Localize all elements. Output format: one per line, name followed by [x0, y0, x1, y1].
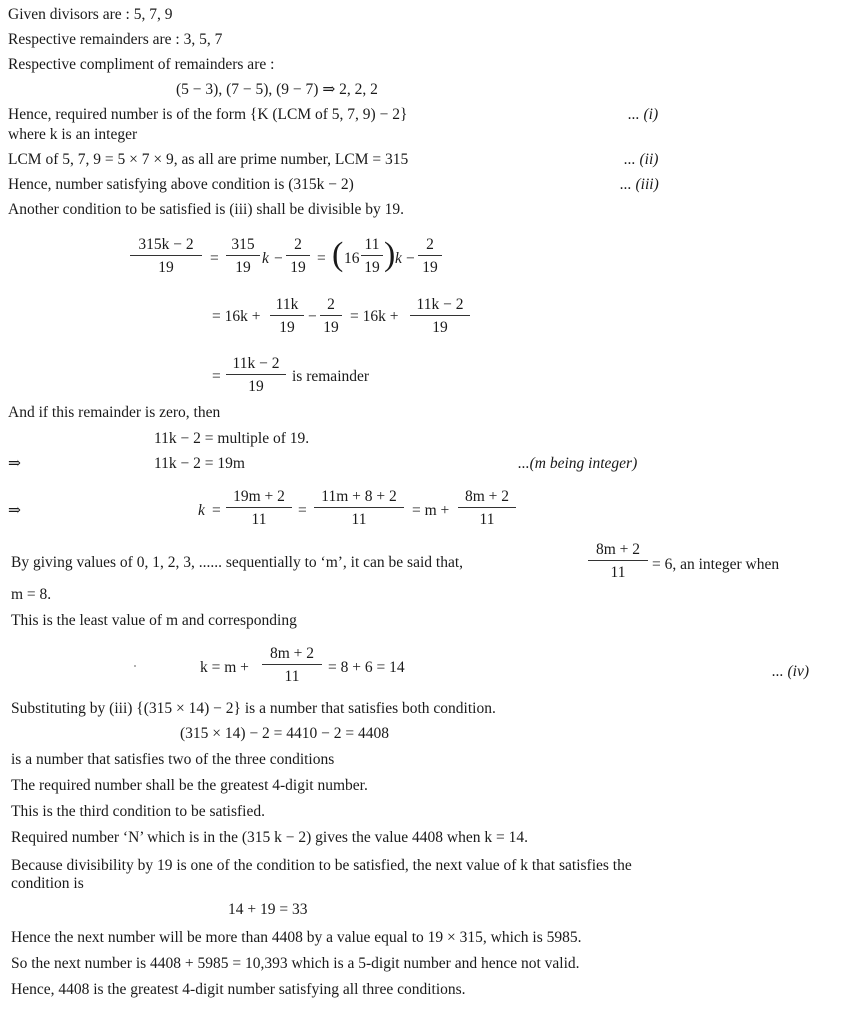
line-two-conditions: is a number that satisfies two of the three conditions: [11, 751, 335, 768]
eq2-frac-1: [270, 296, 304, 336]
line-next-number-5985: Hence the next number will be more than 4408 by a value equal to 19 × 315, which is 5985.: [11, 929, 582, 946]
para-m-eq-8: m = 8.: [11, 586, 52, 603]
eq1-frac-4: [418, 236, 442, 276]
eq4-k: k: [198, 502, 205, 519]
ref-ii: ... (ii): [624, 151, 659, 168]
line-19m: 11k − 2 = 19m: [154, 455, 245, 472]
line-compliments: Respective compliment of remainders are :: [8, 56, 275, 73]
eq5-frac-num: 8m + 2: [262, 645, 322, 665]
line-remainder-zero: And if this remainder is zero, then: [8, 404, 221, 421]
eq3-equals: =: [212, 368, 221, 385]
line-required-N: Required number ‘N’ which is in the (315 k − 2) gives the value 4408 when k = 14.: [11, 829, 528, 846]
line-remainders: Respective remainders are : 3, 5, 7: [8, 31, 223, 48]
eq1-frac-2-num: 315: [226, 236, 260, 256]
line-lcm: LCM of 5, 7, 9 = 5 × 7 × 9, as all are prime number, LCM = 315: [8, 151, 409, 168]
line-number-form: Hence, number satisfying above condition is (315k − 2): [8, 176, 354, 193]
eq4-equals-3: = m +: [412, 502, 450, 519]
ref-m-integer: ...(m being integer): [518, 455, 638, 472]
eq2-mid: = 16k +: [350, 308, 399, 325]
eq1-mixed-den: 19: [364, 259, 380, 276]
line-5-digit-invalid: So the next number is 4408 + 5985 = 10,393 which is a 5-digit number and hence not valid.: [11, 955, 580, 972]
implies-arrow-2: ⇒: [8, 502, 21, 519]
line-least-value: This is the least value of m and corresponding: [11, 612, 297, 629]
eq1-frac-2: [226, 236, 260, 276]
eq3-frac-den: 19: [248, 378, 264, 395]
eq2-frac-1-den: 19: [279, 319, 295, 336]
line-substituting: Substituting by (iii) {(315 × 14) − 2} is a number that satisfies both condition.: [11, 700, 496, 717]
eq2-frac-3: [410, 296, 470, 336]
para-giving-values: By giving values of 0, 1, 2, 3, ...... sequentially to ‘m’, it can be said that,: [11, 554, 464, 571]
implies-arrow-1: ⇒: [8, 455, 21, 472]
ref-iv: ... (iv): [772, 663, 810, 680]
eq1-frac-3: [286, 236, 310, 276]
eq1-mixed-frac: [361, 236, 383, 276]
eq2-frac-2-den: 19: [323, 319, 339, 336]
line-greatest-4-digit: The required number shall be the greatest 4-digit number.: [11, 777, 368, 794]
eq4-equals: =: [212, 502, 221, 519]
line-conclusion: Hence, 4408 is the greatest 4-digit number satisfying all three conditions.: [11, 981, 466, 998]
eq2-frac-3-den: 19: [432, 319, 448, 336]
eq1-mixed-whole: 16: [344, 250, 360, 267]
eq4-frac-2-den: 11: [351, 511, 367, 528]
eq3-frac: [226, 355, 286, 395]
eq1-frac-1-den: 19: [158, 259, 174, 276]
line-14-19-33: 14 + 19 = 33: [228, 901, 308, 918]
line-third-condition: This is the third condition to be satisfied.: [11, 803, 265, 820]
eq1-left-paren: (: [332, 236, 344, 273]
para-tail: = 6, an integer when: [652, 556, 780, 573]
eq4-frac-3-num: 8m + 2: [458, 488, 516, 508]
eq1-frac-4-num: 2: [418, 236, 442, 256]
eq1-right-paren: ): [384, 236, 396, 273]
eq2-minus: −: [308, 308, 317, 325]
scan-speck: [134, 665, 136, 667]
eq2-frac-2: [320, 296, 342, 336]
ref-iii: ... (iii): [620, 176, 659, 193]
eq2-frac-1-num: 11k: [270, 296, 304, 316]
eq5-tail: = 8 + 6 = 14: [328, 659, 405, 676]
eq5-lead: k = m +: [200, 659, 249, 676]
eq1-k-2: k: [395, 250, 402, 267]
line-compliment-values: (5 − 3), (7 − 5), (9 − 7) ⇒ 2, 2, 2: [176, 81, 378, 98]
line-required-form: Hence, required number is of the form {K (LCM of 5, 7, 9) − 2}: [8, 106, 408, 123]
eq1-frac-1-num: 315k − 2: [130, 236, 202, 256]
eq1-mixed-num: 11: [361, 236, 383, 256]
eq1-k: k: [262, 250, 269, 267]
eq1-frac-3-num: 2: [286, 236, 310, 256]
line-because-divisibility: Because divisibility by 19 is one of the condition to be satisfied, the next value of k that satisfies the: [11, 857, 632, 874]
eq3-tail: is remainder: [292, 368, 370, 385]
eq4-frac-2-num: 11m + 8 + 2: [314, 488, 404, 508]
eq1-frac-4-den: 19: [422, 259, 438, 276]
eq1-frac-3-den: 19: [290, 259, 306, 276]
line-4408-calc: (315 × 14) − 2 = 4410 − 2 = 4408: [180, 725, 390, 742]
eq4-frac-2: [314, 488, 404, 528]
eq2-frac-3-num: 11k − 2: [410, 296, 470, 316]
line-condition-is: condition is: [11, 875, 84, 892]
line-another-condition: Another condition to be satisfied is (iii) shall be divisible by 19.: [8, 201, 405, 218]
eq1-minus-2: −: [406, 250, 415, 267]
eq1-equals: =: [210, 250, 219, 267]
eq1-minus: −: [274, 250, 283, 267]
eq4-frac-1: [226, 488, 292, 528]
ref-i: ... (i): [628, 106, 659, 123]
eq5-frac-den: 11: [284, 668, 300, 685]
eq5-frac: [262, 645, 322, 685]
line-given-divisors: Given divisors are : 5, 7, 9: [8, 6, 173, 23]
para-frac-den: 11: [610, 564, 626, 581]
eq4-frac-3: [458, 488, 516, 528]
line-multiple-19: 11k − 2 = multiple of 19.: [154, 430, 310, 447]
eq1-equals-2: =: [317, 250, 326, 267]
para-frac: [588, 541, 648, 581]
eq4-equals-2: =: [298, 502, 307, 519]
eq1-frac-1: [130, 236, 202, 276]
eq1-frac-2-den: 19: [235, 259, 251, 276]
eq2-frac-2-num: 2: [320, 296, 342, 316]
line-k-integer: where k is an integer: [8, 126, 138, 143]
eq4-frac-1-den: 11: [251, 511, 267, 528]
para-frac-num: 8m + 2: [588, 541, 648, 561]
eq4-frac-1-num: 19m + 2: [226, 488, 292, 508]
eq4-frac-3-den: 11: [479, 511, 495, 528]
eq2-lead: = 16k +: [212, 308, 261, 325]
eq3-frac-num: 11k − 2: [226, 355, 286, 375]
